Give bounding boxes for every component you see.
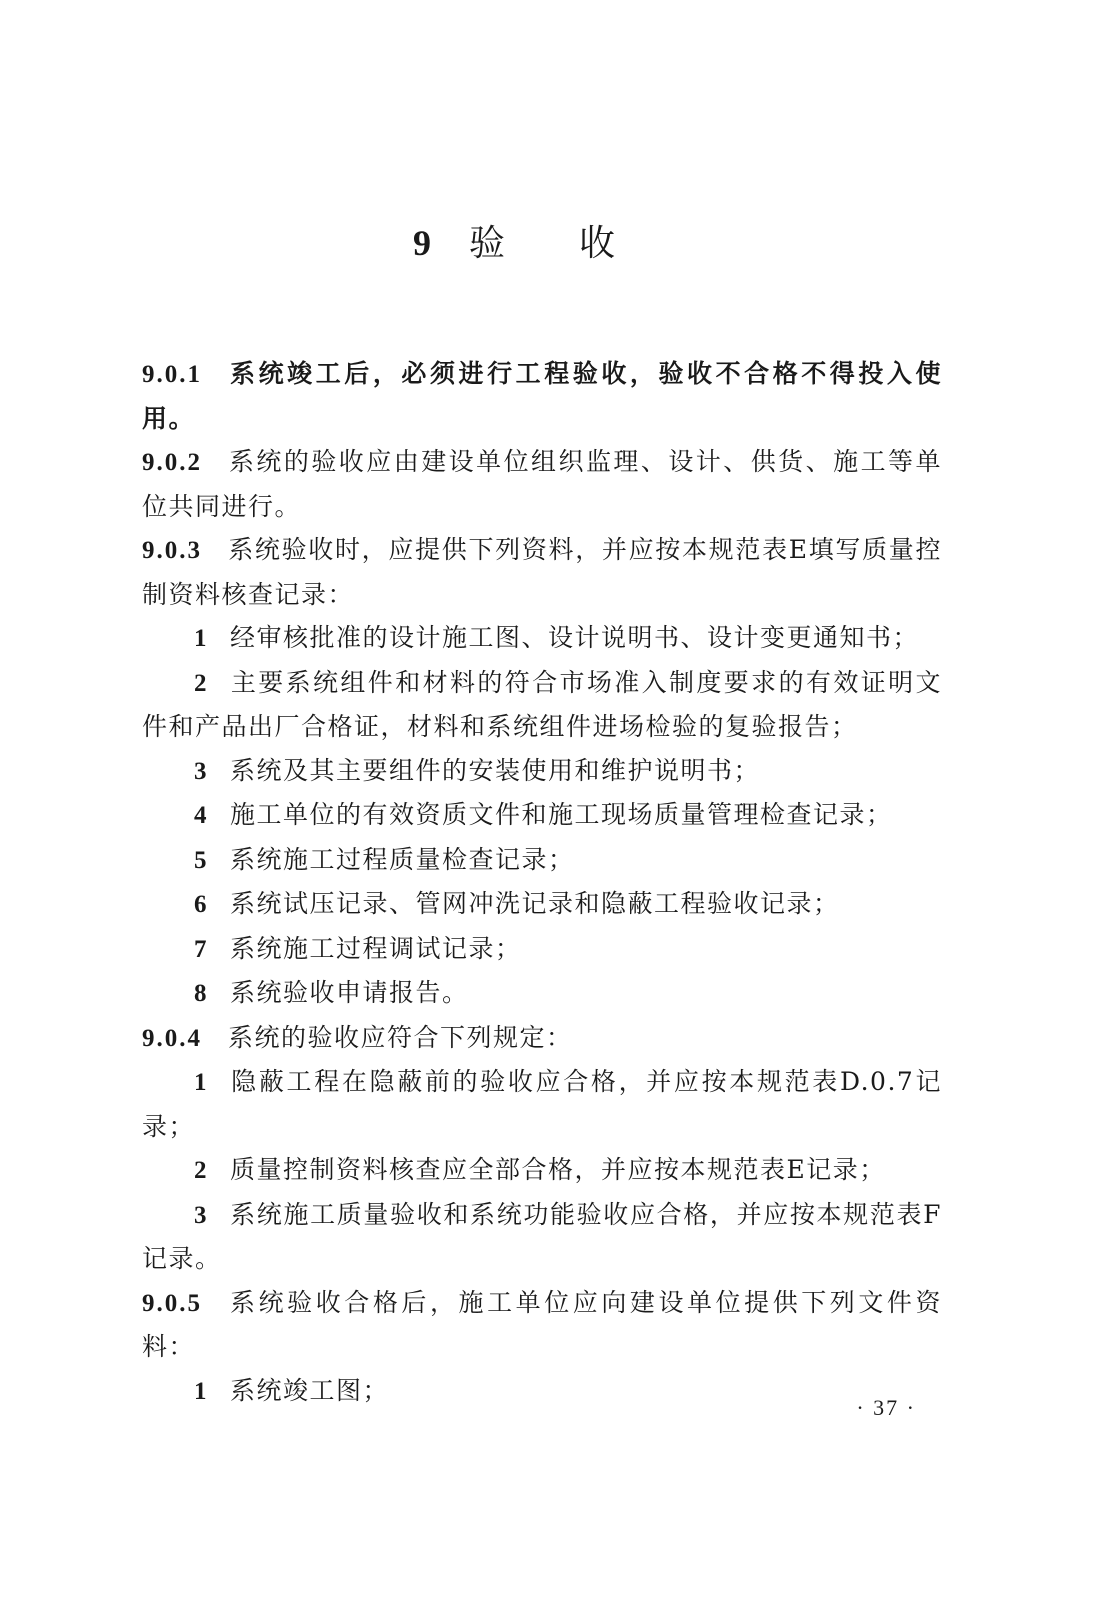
chapter-title-text: 验收 bbox=[468, 223, 689, 264]
list-item bbox=[142, 1060, 942, 1148]
document-body bbox=[142, 352, 942, 1413]
list-item bbox=[142, 882, 942, 927]
item-text: 主要系统组件和材料的符合市场准入制度要求的有效证明文件和产品出厂合格证，材料和系统组件进场检验的复验报告； bbox=[142, 667, 942, 741]
chapter-number: 9 bbox=[412, 223, 433, 263]
clause-number: 9.0.4 bbox=[142, 1024, 202, 1052]
list-item bbox=[142, 616, 942, 661]
clause-9-0-1 bbox=[142, 352, 942, 440]
page-number: · 37 · bbox=[856, 1395, 916, 1420]
item-text: 隐蔽工程在隐蔽前的验收应合格，并应按本规范表D.0.7记录； bbox=[142, 1067, 942, 1141]
list-item bbox=[142, 793, 942, 838]
clause-9-0-2 bbox=[142, 440, 942, 528]
clause-9-0-4 bbox=[142, 1016, 942, 1061]
clause-number: 9.0.1 bbox=[142, 361, 202, 388]
item-number: 4 bbox=[194, 802, 208, 829]
list-item bbox=[142, 661, 942, 749]
item-text: 系统施工质量验收和系统功能验收应合格，并应按本规范表F记录。 bbox=[142, 1199, 942, 1273]
clause-text: 系统的验收应由建设单位组织监理、设计、供货、施工等单位共同进行。 bbox=[142, 447, 942, 521]
item-text: 系统试压记录、管网冲洗记录和隐蔽工程验收记录； bbox=[230, 889, 840, 918]
list-item bbox=[142, 749, 942, 794]
clause-text: 系统竣工后，必须进行工程验收，验收不合格不得投入使用。 bbox=[142, 359, 942, 433]
item-text: 施工单位的有效资质文件和施工现场质量管理检查记录； bbox=[230, 800, 893, 829]
list-item bbox=[142, 1148, 942, 1193]
clause-number: 9.0.3 bbox=[142, 537, 202, 564]
clause-text: 系统验收合格后，施工单位应向建设单位提供下列文件资料： bbox=[142, 1287, 942, 1361]
list-item bbox=[142, 927, 942, 972]
item-number: 2 bbox=[194, 669, 208, 697]
item-number: 1 bbox=[194, 1069, 208, 1096]
item-number: 1 bbox=[194, 625, 208, 652]
clause-text: 系统的验收应符合下列规定： bbox=[228, 1022, 573, 1052]
clause-number: 9.0.5 bbox=[142, 1289, 202, 1317]
item-text: 经审核批准的设计施工图、设计说明书、设计变更通知书； bbox=[230, 623, 920, 652]
chapter-title bbox=[0, 218, 1102, 269]
clause-9-0-3 bbox=[142, 528, 942, 616]
item-text: 系统施工过程调试记录； bbox=[230, 933, 522, 963]
item-number: 5 bbox=[194, 846, 208, 874]
item-text: 系统及其主要组件的安装使用和维护说明书； bbox=[230, 755, 761, 785]
item-text: 系统验收申请报告。 bbox=[230, 978, 469, 1007]
item-number: 8 bbox=[194, 980, 208, 1007]
clause-9-0-5 bbox=[142, 1281, 942, 1369]
list-item bbox=[142, 838, 942, 883]
item-text: 系统施工过程质量检查记录； bbox=[230, 844, 575, 874]
item-number: 3 bbox=[194, 757, 208, 785]
clause-number: 9.0.2 bbox=[142, 449, 202, 476]
item-number: 6 bbox=[194, 891, 208, 918]
item-text: 质量控制资料核查应全部合格，并应按本规范表E记录； bbox=[230, 1155, 886, 1184]
list-item bbox=[142, 1369, 942, 1414]
item-number: 2 bbox=[194, 1157, 208, 1184]
item-number: 3 bbox=[194, 1201, 208, 1229]
list-item bbox=[142, 1193, 942, 1281]
clause-text: 系统验收时，应提供下列资料，并应按本规范表E填写质量控制资料核查记录： bbox=[142, 535, 942, 609]
item-number: 1 bbox=[194, 1377, 208, 1405]
list-item bbox=[142, 971, 942, 1016]
item-number: 7 bbox=[194, 935, 208, 963]
item-text: 系统竣工图； bbox=[230, 1375, 390, 1405]
